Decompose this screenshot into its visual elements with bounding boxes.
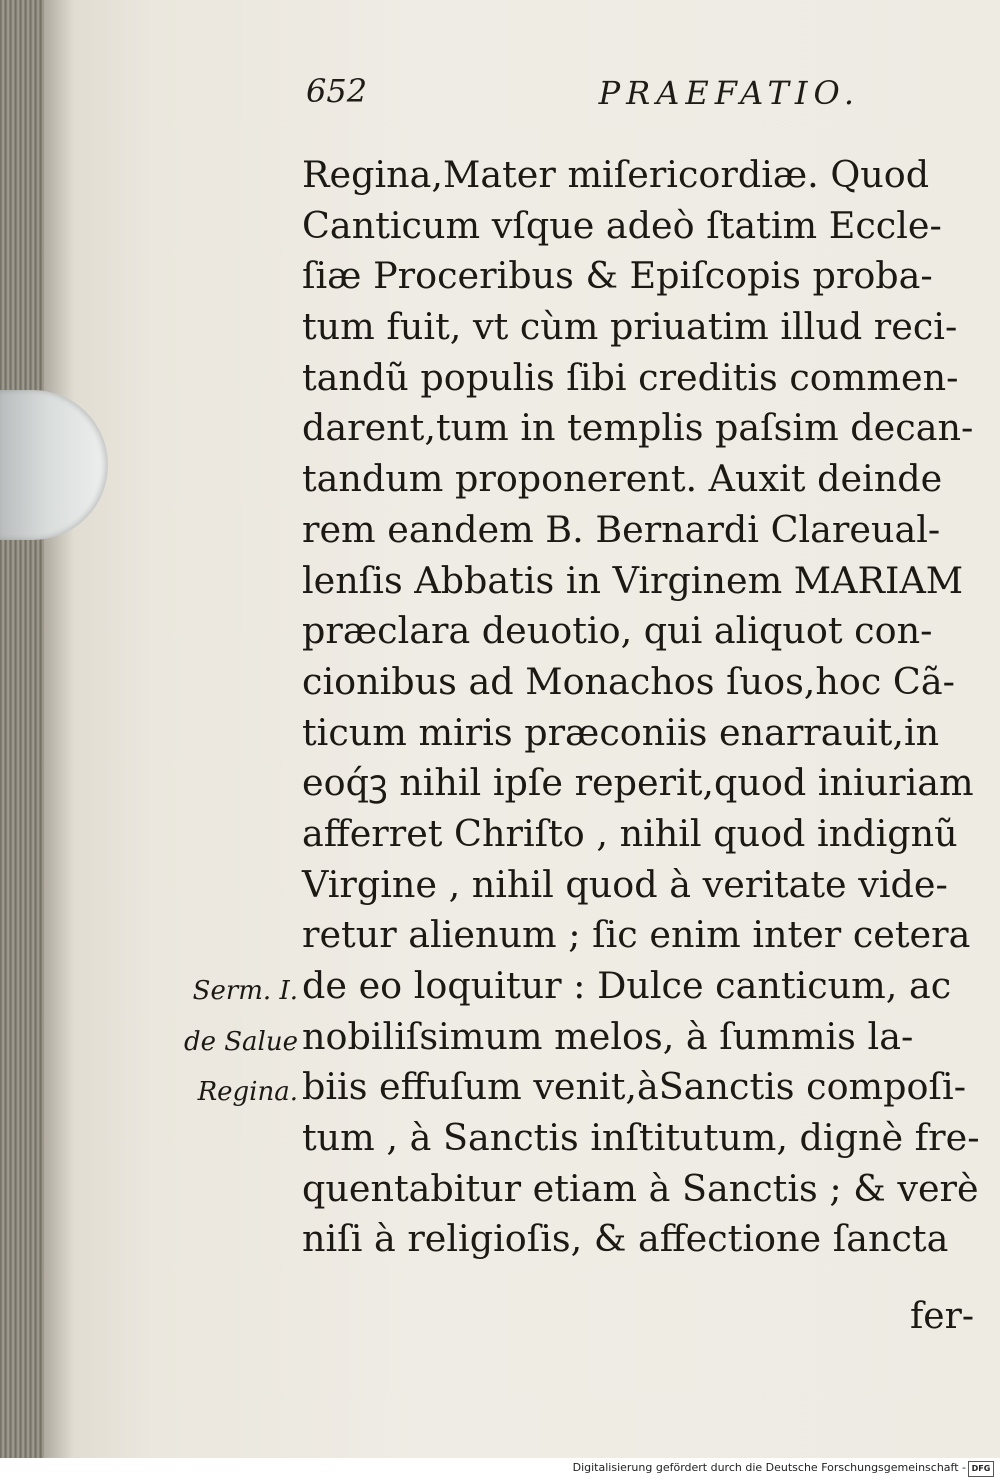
text-line: niſi à religioſis, & affectione ſancta: [302, 1217, 949, 1261]
gutter-shadow: [44, 0, 74, 1458]
running-head: PRAEFATIO.: [598, 74, 860, 112]
text-line: ſiæ Proceribus & Epiſcopis proba-: [302, 254, 933, 298]
text-line: Regina,Mater miſericordiæ. Quod: [302, 153, 930, 196]
text-line: ticum miris præconiis enarrauit,in: [302, 710, 940, 754]
text-line: tandum proponerent. Auxit deinde: [302, 457, 943, 501]
text-line: eoq́ꝫ nihil ipſe reperit,quod iniuriam: [302, 761, 974, 805]
digitization-credit: Digitalisierung gefördert durch die Deutsche Forschungsgemeinschaft -: [572, 1461, 966, 1474]
text-line: lenſis Abbatis in Virginem MARIAM: [302, 558, 964, 602]
catchword: fer-: [909, 1296, 974, 1337]
marginal-note: [130, 966, 298, 1118]
text-line: cionibus ad Monachos ſuos,hoc Cã-: [302, 659, 955, 703]
body-text: [302, 150, 982, 1265]
text-line: biis effuſum venit,àSanctis compoſi-: [302, 1065, 967, 1109]
dfg-logo-icon: DFG: [968, 1461, 994, 1477]
marginal-note-line: Serm. I.: [192, 976, 298, 1006]
marginal-note-line: Regina.: [197, 1077, 298, 1108]
text-line: quentabitur etiam à Sanctis ; & verè: [302, 1166, 979, 1210]
text-line: tum fuit, vt cùm priuatim illud reci-: [302, 305, 958, 349]
text-line: tandũ populis ſibi creditis commen-: [302, 355, 959, 399]
text-line: rem eandem B. Bernardi Clareual-: [302, 507, 941, 551]
text-line: nobiliſsimum melos, à ſummis la-: [302, 1014, 914, 1058]
marginal-note-line: de Salue: [183, 1026, 298, 1057]
page-header: [300, 72, 860, 116]
text-line: retur alienum ; ſic enim inter cetera: [302, 913, 971, 957]
text-line: de eo loquitur : Dulce canticum, ac: [302, 964, 952, 1007]
page-number: 652: [306, 72, 368, 110]
text-line: Canticum vſque adeò ſtatim Eccle-: [302, 203, 942, 247]
text-line: tum , à Sanctis inſtitutum, dignè fre-: [302, 1116, 980, 1160]
text-line: afferret Chriſto , nihil quod indignũ: [302, 811, 958, 855]
text-line: Virgine , nihil quod à veritate vide-: [302, 862, 948, 906]
text-line: præclara deuotio, qui aliquot con-: [302, 609, 933, 653]
text-line: darent,tum in templis paſsim decan-: [302, 406, 974, 450]
page-edges: [0, 0, 44, 1458]
